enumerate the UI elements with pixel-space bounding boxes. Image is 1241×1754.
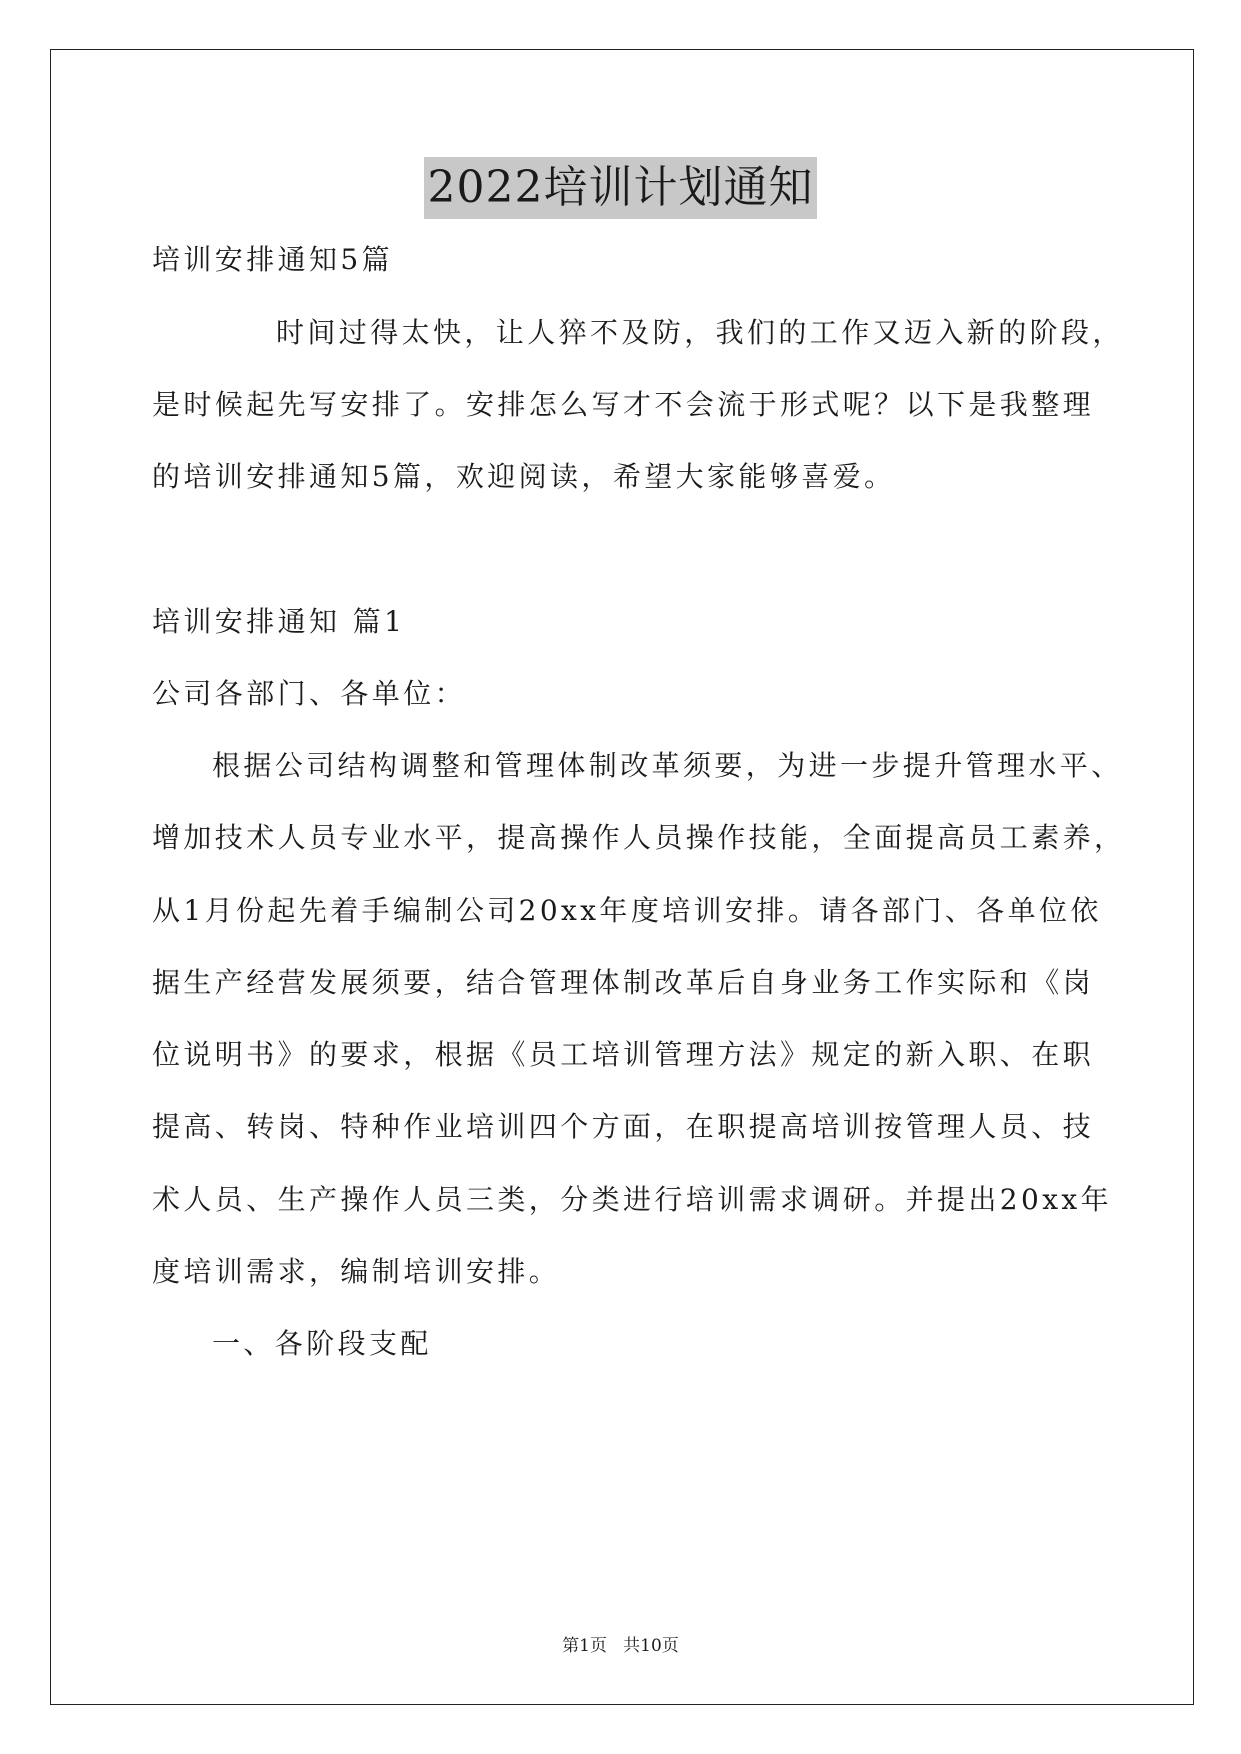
- body-line-1: 根据公司结构调整和管理体制改革须要，为进一步提升管理水平、: [212, 749, 1123, 782]
- body-line-2: 增加技术人员专业水平，提高操作人员操作技能，全面提高员工素养，: [152, 821, 1126, 854]
- body-line-7: 术人员、生产操作人员三类，分类进行培训需求调研。并提出20xx年: [152, 1183, 1113, 1216]
- page-footer: 第1页 共10页: [562, 1636, 679, 1656]
- page-border: [50, 49, 1194, 1705]
- salutation: 公司各部门、各单位：: [152, 677, 467, 710]
- intro-line-3: 的培训安排通知5篇，欢迎阅读，希望大家能够喜爱。: [152, 460, 896, 493]
- document-title: 2022培训计划通知: [424, 157, 818, 219]
- section-heading: 培训安排通知 篇1: [152, 605, 406, 638]
- document-subtitle: 培训安排通知5篇: [152, 243, 394, 276]
- body-line-5: 位说明书》的要求，根据《员工培训管理方法》规定的新入职、在职: [152, 1038, 1095, 1071]
- body-line-6: 提高、转岗、特种作业培训四个方面，在职提高培训按管理人员、技: [152, 1110, 1095, 1143]
- body-line-8: 度培训需求，编制培训安排。: [152, 1255, 561, 1288]
- title-container: [0, 157, 1241, 219]
- intro-line-2: 是时候起先写安排了。安排怎么写才不会流于形式呢？以下是我整理: [152, 388, 1095, 421]
- body-line-3: 从1月份起先着手编制公司20xx年度培训安排。请各部门、各单位依: [152, 894, 1102, 927]
- subheading: 一、各阶段支配: [212, 1327, 432, 1360]
- body-line-4: 据生产经营发展须要，结合管理体制改革后自身业务工作实际和《岗: [152, 966, 1095, 999]
- intro-line-1: 时间过得太快，让人猝不及防，我们的工作又迈入新的阶段，: [276, 316, 1124, 349]
